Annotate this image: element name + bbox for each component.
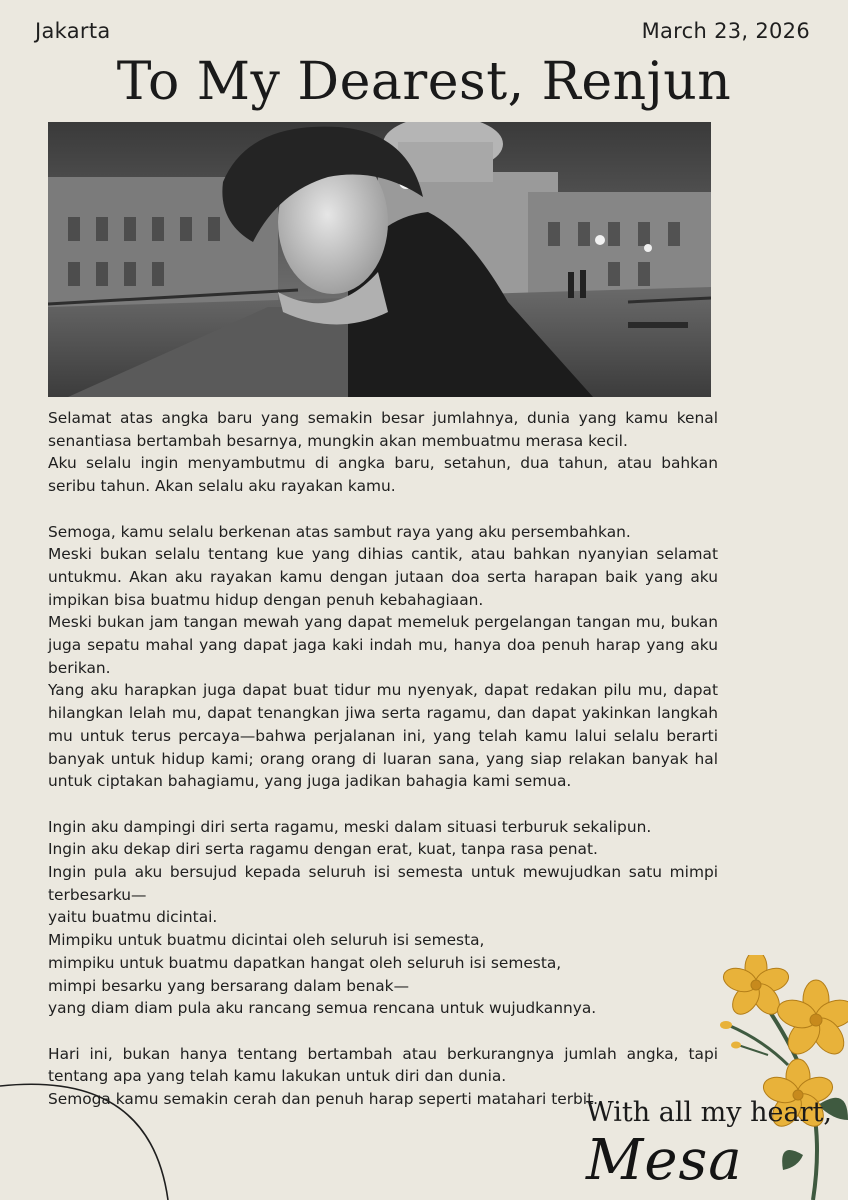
- letter-paragraph: Semoga, kamu selalu berkenan atas sambut raya yang aku persembahkan.: [48, 522, 631, 541]
- signature-name: Mesa: [586, 1128, 743, 1193]
- letter-paragraph: Meski bukan jam tangan mewah yang dapat memeluk pergelangan tangan mu, bukan juga sepatu mahal yang dapat jaga kaki indah mu, hanya doa penuh harap yang aku berikan.: [48, 613, 718, 677]
- letter-paragraph: yaitu buatmu dicintai.: [48, 908, 218, 927]
- letter-body: [48, 407, 718, 1111]
- letter-paragraph: mimpiku untuk buatmu dapatkan hangat oleh seluruh isi semesta,: [48, 953, 562, 972]
- letter-paragraph: Aku selalu ingin menyambutmu di angka baru, setahun, dua tahun, atau bahkan seribu tahun. Akan selalu aku rayakan kamu.: [48, 454, 718, 496]
- portrait-photo: [48, 122, 711, 397]
- date-label: March 23, 2026: [641, 19, 810, 43]
- letter-paragraph: Semoga kamu semakin cerah dan penuh harap seperti matahari terbit.: [48, 1090, 599, 1109]
- closing-line: With all my heart,: [586, 1097, 832, 1128]
- decorative-arc: [0, 1080, 180, 1200]
- location-label: Jakarta: [35, 19, 111, 43]
- letter-paragraph: Ingin pula aku bersujud kepada seluruh isi semesta untuk mewujudkan satu mimpi terbesarku—: [48, 863, 718, 904]
- letter-paragraph: Mimpiku untuk buatmu dicintai oleh seluruh isi semesta,: [48, 931, 485, 950]
- letter-title: To My Dearest, Renjun: [116, 52, 732, 112]
- letter-paragraph: Yang aku harapkan juga dapat buat tidur mu nyenyak, dapat redakan pilu mu, dapat hilangkan lelah mu, dapat tenangkan jiwa serta ragamu, dan dapat yakinkan langkah mu untuk terus percaya—bahwa perjalanan ini, yang telah kamu lalui selalu berarti banyak untuk hidup kami; orang orang di luaran sana, yang siap relakan banyak hal untuk ciptakan bahagiamu, yang juga jadikan bahagia kami semua.: [48, 681, 718, 791]
- letter-paragraph: yang diam diam pula aku rancang semua rencana untuk wujudkannya.: [48, 999, 597, 1018]
- letter-paragraph: Hari ini, bukan hanya tentang bertambah atau berkurangnya jumlah angka, tapi tentang apa yang telah kamu lakukan untuk diri dan dunia.: [48, 1044, 718, 1086]
- letter-paragraph: Ingin aku dekap diri serta ragamu dengan erat, kuat, tanpa rasa penat.: [48, 840, 598, 859]
- letter-paragraph: mimpi besarku yang bersarang dalam benak—: [48, 976, 409, 995]
- letter-paragraph: Ingin aku dampingi diri serta ragamu, meski dalam situasi terburuk sekalipun.: [48, 817, 652, 836]
- letter-paragraph: Selamat atas angka baru yang semakin besar jumlahnya, dunia yang kamu kenal senantiasa bertambah besarnya, mungkin akan membuatmu merasa kecil.: [48, 409, 718, 450]
- letter-paragraph: Meski bukan selalu tentang kue yang dihias cantik, atau bahkan nyanyian selamat untukmu. Akan aku rayakan kamu dengan jutaan doa serta harapan baik yang aku impikan bisa buatmu hidup dengan penuh kebahagiaan.: [48, 545, 718, 609]
